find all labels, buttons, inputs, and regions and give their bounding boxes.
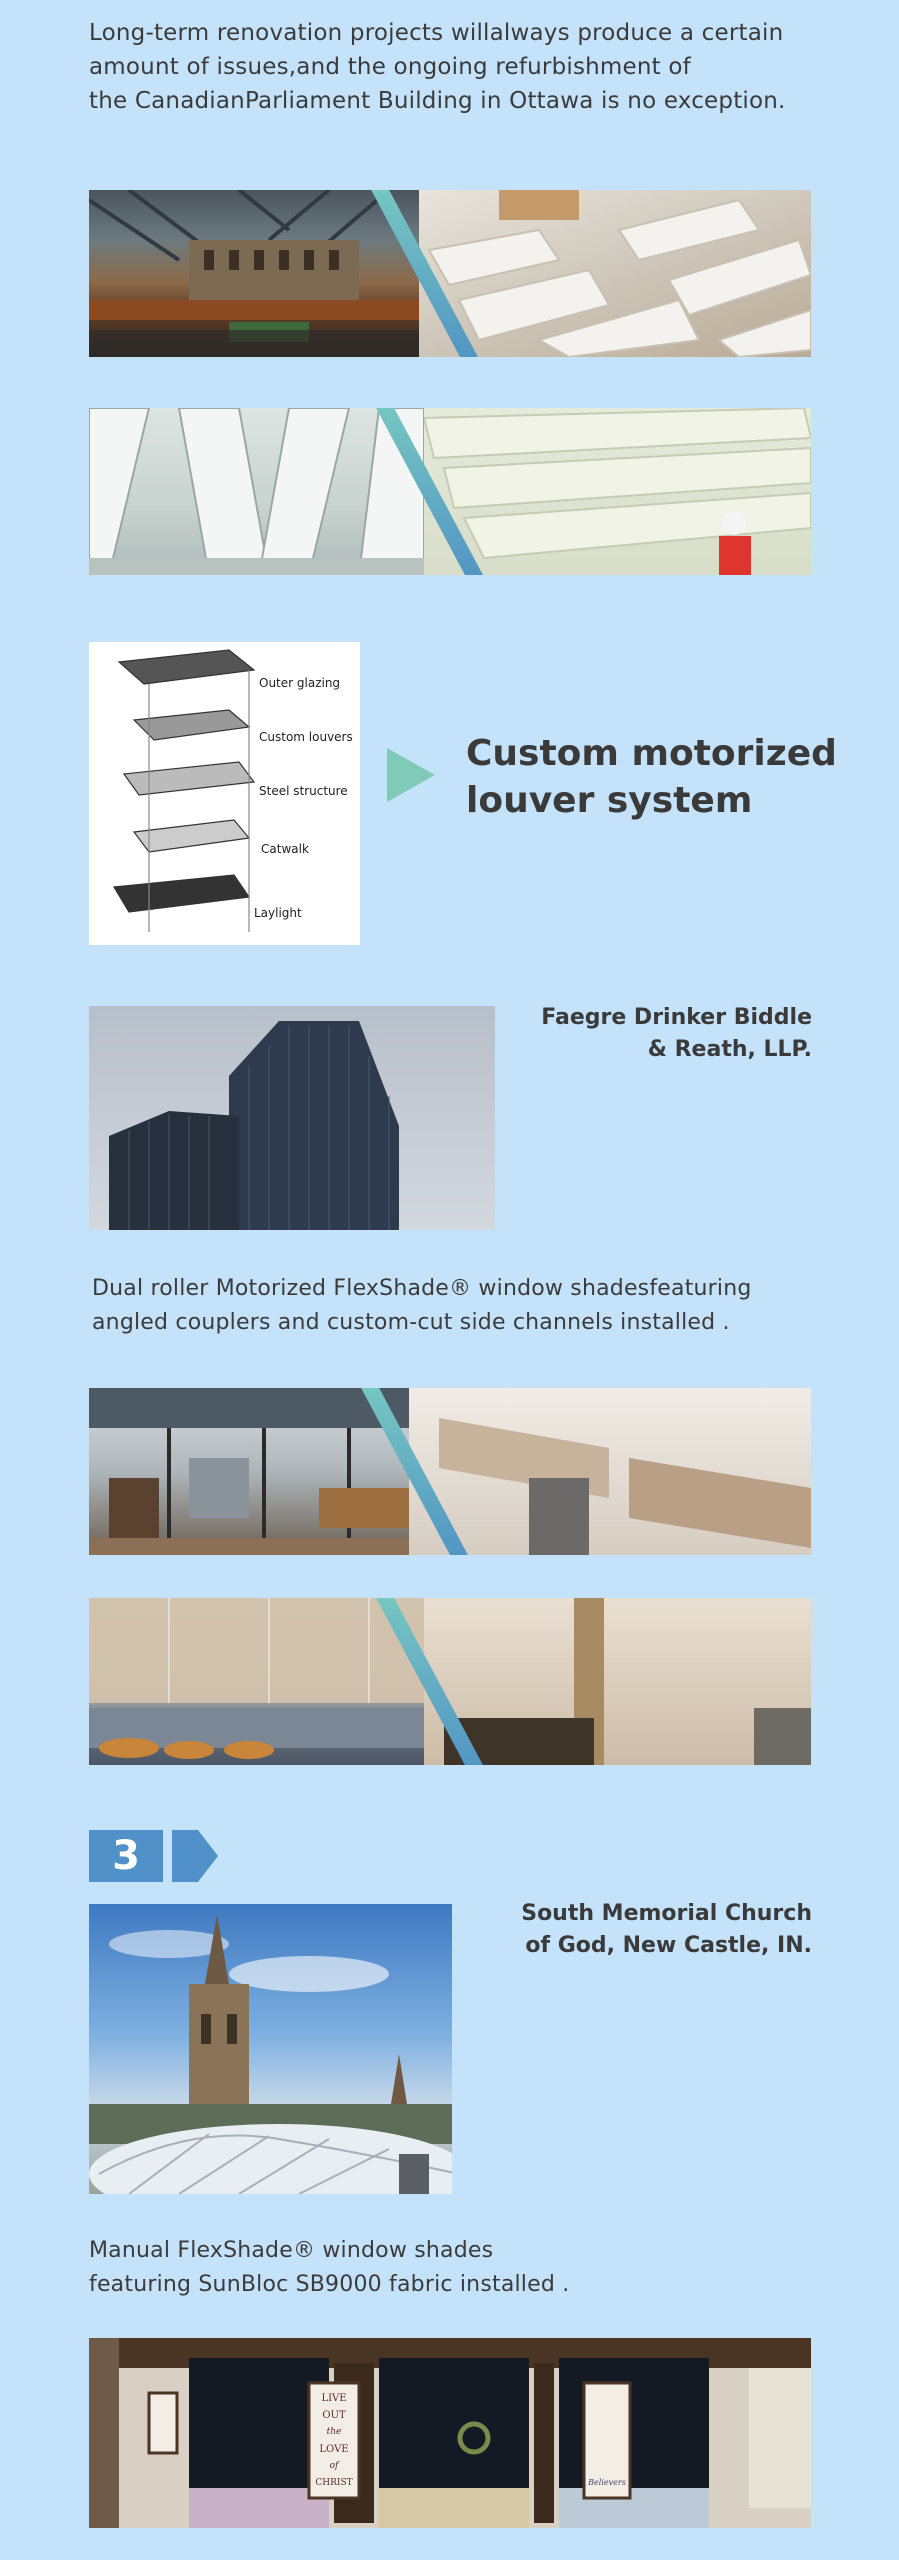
- layer-label: Laylight: [254, 906, 302, 920]
- banner-line: the: [326, 2427, 342, 2437]
- intro-line: the CanadianParliament Building in Ottawa is no exception.: [89, 88, 786, 114]
- project3-description: [89, 2234, 569, 2302]
- banner-line: CHRIST: [315, 2478, 353, 2488]
- teal-arrow-icon: [387, 748, 437, 806]
- office-interior-photo-1: [89, 1388, 811, 1555]
- conference-shades-image: [424, 1598, 811, 1765]
- description-line: angled couplers and custom-cut side channels installed .: [92, 1310, 730, 1335]
- title-line: South Memorial Church: [521, 1901, 812, 1926]
- installer-image: [424, 408, 811, 575]
- conference-window-image: [89, 1598, 424, 1765]
- description-line: featuring SunBloc SB9000 fabric installed .: [89, 2272, 570, 2297]
- parliament-chamber-image: [89, 190, 419, 357]
- banner-line: of: [329, 2461, 339, 2471]
- layer-label: Outer glazing: [259, 676, 341, 690]
- title-line: Custom motorized: [466, 733, 837, 774]
- office-tower-photo: [89, 1006, 495, 1230]
- office-interior-photo-2: [89, 1598, 811, 1765]
- banner-line: OUT: [322, 2410, 346, 2421]
- banner-live-out-the-love: [309, 2390, 359, 2492]
- chevron-right-icon: [172, 1830, 218, 1886]
- description-line: Dual roller Motorized FlexShade® window shadesfeaturing: [92, 1276, 752, 1301]
- layer-label: Custom louvers: [259, 730, 353, 744]
- louver-system-title: [466, 730, 837, 824]
- cathedral-photo: [89, 1904, 452, 2194]
- title-line: of God, New Castle, IN.: [525, 1933, 812, 1958]
- parliament-photo-1: [89, 190, 811, 357]
- parliament-photo-2: [89, 408, 811, 575]
- church-interior-photo: [89, 2338, 811, 2528]
- project2-title: [541, 1002, 812, 1066]
- intro-line: amount of issues,and the ongoing refurbishment of: [89, 54, 691, 80]
- layer-diagram: [89, 642, 360, 945]
- title-line: & Reath, LLP.: [647, 1037, 812, 1062]
- office-window-image: [89, 1388, 409, 1555]
- intro-paragraph: [89, 16, 786, 118]
- title-line: Faegre Drinker Biddle: [541, 1005, 812, 1030]
- project3-title: [521, 1898, 812, 1962]
- banner-line: LIVE: [321, 2393, 347, 2404]
- layer-label: Steel structure: [259, 784, 348, 798]
- banner-line: LOVE: [319, 2444, 349, 2455]
- dual-roller-shades-image: [409, 1388, 811, 1555]
- title-line: louver system: [466, 780, 753, 821]
- layer-label: Catwalk: [261, 842, 309, 856]
- project2-description: [92, 1272, 752, 1340]
- louver-panels-image: [419, 190, 811, 357]
- description-line: Manual FlexShade® window shades: [89, 2238, 494, 2263]
- project-number-badge: 3: [89, 1830, 163, 1882]
- banner-believers: Believers: [588, 2478, 626, 2487]
- overhead-louvers-image: [89, 408, 424, 575]
- intro-line: Long-term renovation projects willalways produce a certain: [89, 20, 784, 46]
